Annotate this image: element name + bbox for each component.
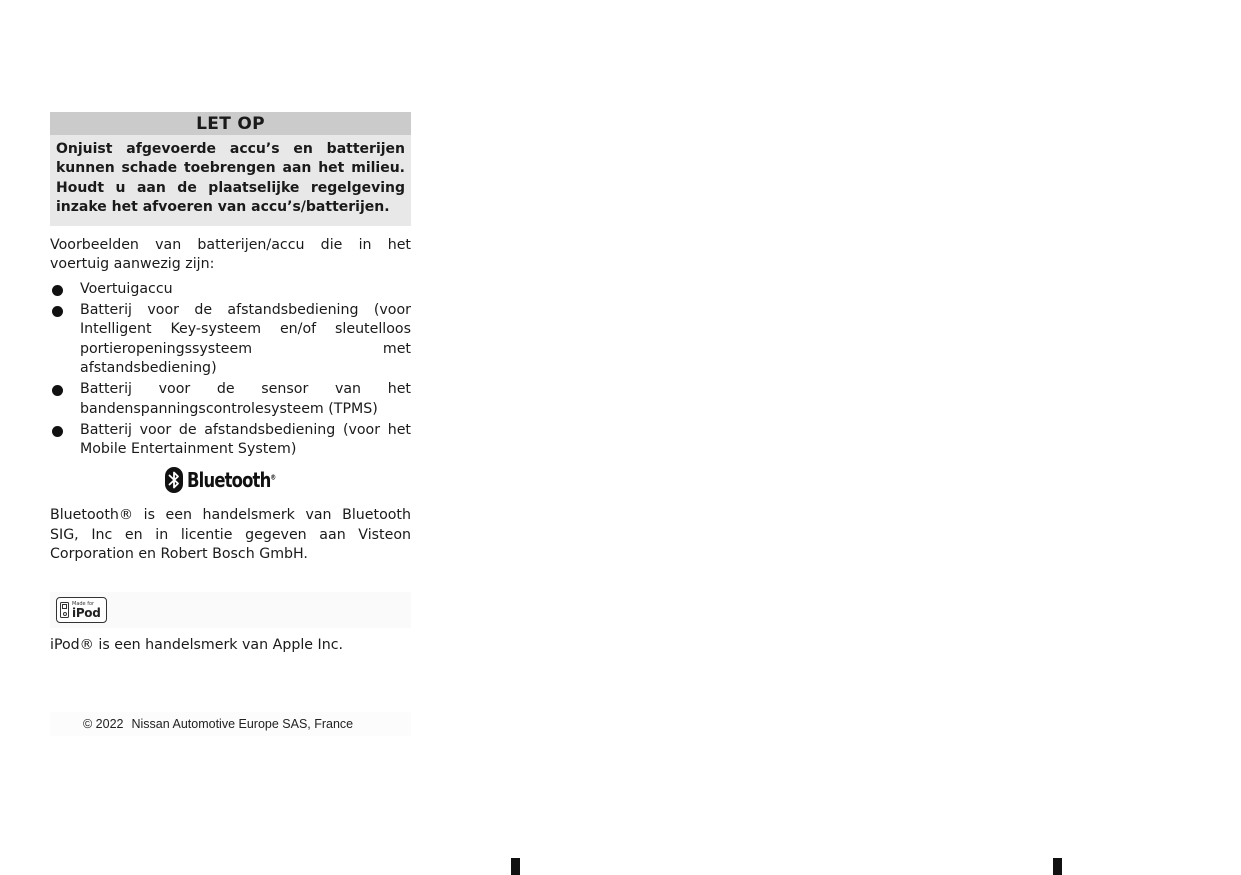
copyright-year: © 2022: [83, 716, 124, 731]
bullet-icon: [52, 385, 63, 396]
page-column: [50, 112, 411, 736]
bullet-icon: [52, 285, 63, 296]
made-for-ipod-badge: [56, 597, 107, 623]
list-item-text: Batterij voor de afstandsbediening (voor het Mobile Entertainment System): [80, 421, 411, 458]
ipod-icon: [60, 602, 69, 618]
bluetooth-wordmark: Bluetooth®: [187, 468, 277, 493]
bullet-icon: [52, 426, 63, 437]
list-item: [50, 421, 411, 460]
bluetooth-trademark-text: Bluetooth® is een handelsmerk van Bluetooth SIG, Inc en in licentie gegeven aan Visteon Corporation en Robert Bosch GmbH.: [50, 507, 411, 563]
bullet-icon: [52, 306, 63, 317]
battery-list: [50, 280, 411, 460]
copyright-line: [50, 712, 411, 736]
badge-small-text: Made for: [72, 600, 95, 607]
bluetooth-logo: [50, 465, 411, 495]
copyright-company: Nissan Automotive Europe SAS, France: [131, 716, 354, 731]
crop-mark: [1053, 858, 1062, 875]
caution-text: Onjuist afgevoerde accu’s en batterijen kunnen schade toebrengen aan het milieu. Houdt u aan de plaatselijke regelgeving inzake het afvoeren van accu’s/batterijen.: [56, 141, 405, 215]
ipod-logo-strip: [50, 592, 411, 628]
bluetooth-icon: [165, 467, 183, 493]
badge-big-text: iPod: [72, 605, 101, 620]
list-item-text: Voertuigaccu: [80, 280, 173, 297]
list-item: [50, 301, 411, 378]
list-item-text: Batterij voor de afstandsbediening (voor Intelligent Key-systeem en/of sleutelloos portieropeningssysteem met afstandsbediening): [80, 302, 411, 376]
crop-mark: [511, 858, 520, 875]
list-item-text: Batterij voor de sensor van het bandenspanningscontrolesysteem (TPMS): [80, 381, 411, 417]
list-item: [50, 280, 411, 299]
caution-title: LET OP: [50, 112, 411, 135]
caution-box: [50, 112, 411, 226]
list-item: [50, 380, 411, 419]
intro-text: Voorbeelden van batterijen/accu die in het voertuig aanwezig zijn:: [50, 237, 411, 273]
ipod-trademark-text: iPod® is een handelsmerk van Apple Inc.: [50, 637, 344, 654]
